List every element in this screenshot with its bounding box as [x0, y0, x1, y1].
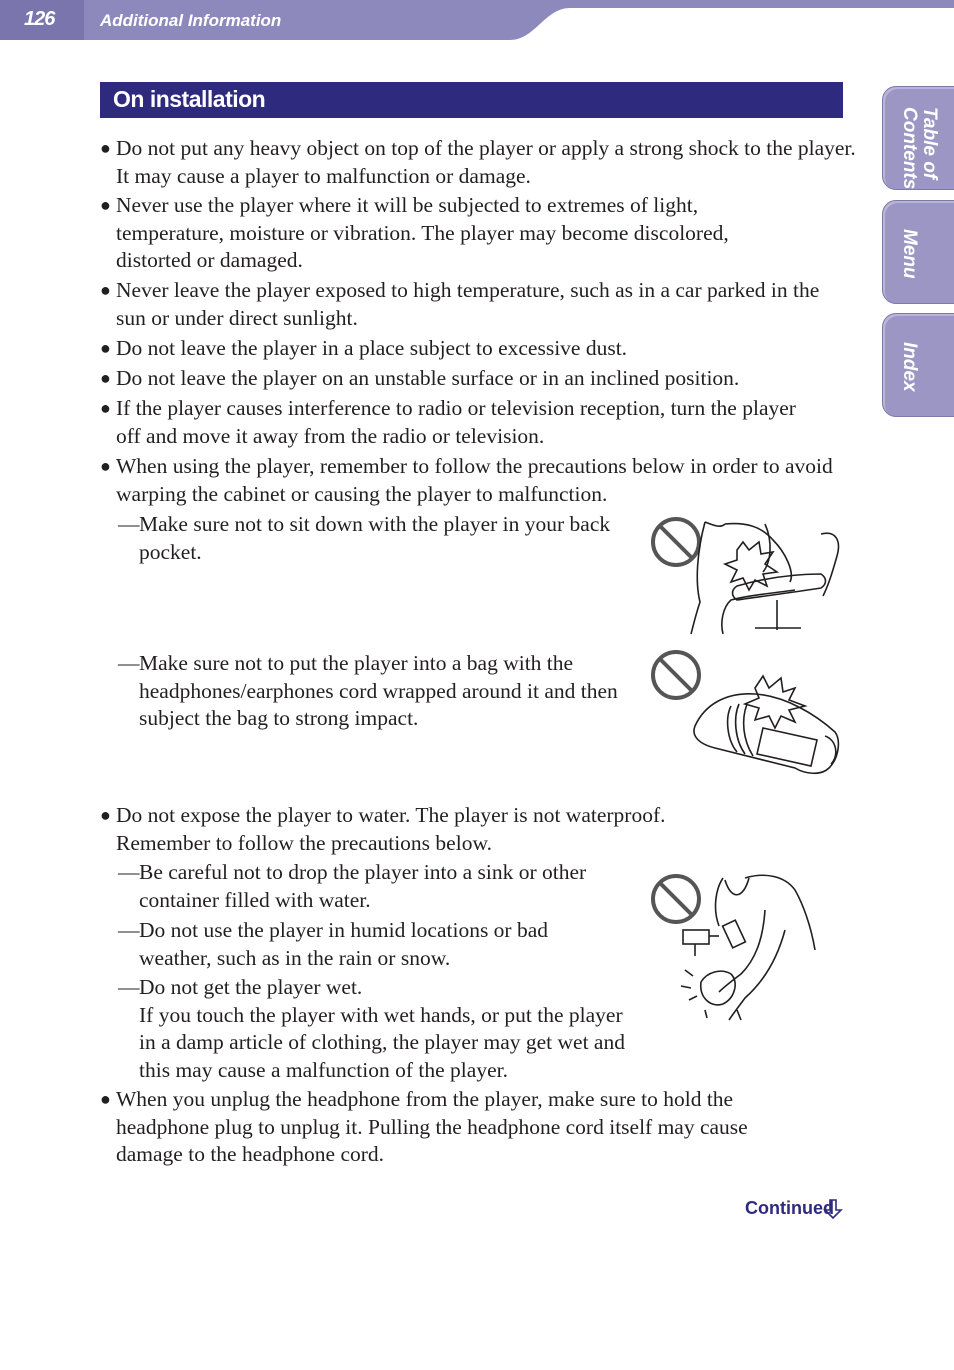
back-pocket-illustration: [645, 512, 845, 638]
bullet-icon: ●: [100, 398, 111, 418]
dash-icon: —: [118, 860, 140, 884]
continued-label[interactable]: Continued: [745, 1198, 834, 1218]
list-item: [100, 802, 736, 857]
bullet-icon: ●: [100, 338, 111, 358]
list-item-text: Do not leave the player in a place subject to excessive dust.: [116, 336, 628, 360]
bullet-icon: ●: [100, 138, 111, 158]
sub-list-item: [118, 859, 618, 914]
list-item: [100, 1086, 816, 1169]
list-item-text: When using the player, remember to follow the precautions below in order to avoid warping the cabinet or causing the player to malfunction.: [116, 454, 833, 506]
list-item-text: Do not leave the player on an unstable surface or in an inclined position.: [116, 366, 740, 390]
list-item-text: Never leave the player exposed to high temperature, such as in a car parked in the sun or under direct sunlight.: [116, 278, 820, 330]
prohibited-icon: [653, 876, 699, 922]
list-item-text: Never use the player where it will be subjected to extremes of light, temperature, moisture or vibration. The player may become discolored, distorted or damaged.: [116, 193, 729, 273]
sub-list-item: [118, 650, 618, 733]
prohibited-icon: [653, 652, 699, 698]
tab-index[interactable]: [882, 313, 954, 417]
tab-menu[interactable]: [882, 200, 954, 304]
dash-icon: —: [118, 975, 140, 999]
prohibited-icon: [653, 519, 699, 565]
bullet-icon: ●: [100, 368, 111, 388]
sub-list-item-text: Be careful not to drop the player into a sink or other container filled with water.: [139, 860, 587, 912]
tab-index-label: Index: [899, 342, 920, 392]
list-item: [100, 453, 846, 508]
sub-list-item: [118, 511, 638, 566]
section-heading-bar: [100, 82, 843, 118]
wet-hands-illustration: [645, 870, 825, 1030]
bag-impact-illustration: [645, 648, 845, 786]
bullet-icon: ●: [100, 280, 111, 300]
sub-list-item: [118, 917, 588, 972]
sub-list-item-text: Make sure not to sit down with the player in your back pocket.: [139, 512, 611, 564]
list-item-text: Do not expose the player to water. The player is not waterproof. Remember to follow the precautions below.: [116, 803, 666, 855]
arrow-down-icon[interactable]: [823, 1198, 843, 1220]
bullet-icon: ●: [100, 456, 111, 476]
list-item-text: Do not put any heavy object on top of the player or apply a strong shock to the player. It may cause a player to malfunction or damage.: [116, 136, 856, 188]
dash-icon: —: [118, 512, 140, 536]
list-item: [100, 192, 806, 275]
page-number: 126: [24, 8, 55, 30]
dash-icon: —: [118, 651, 140, 675]
section-title: Additional Information: [100, 11, 282, 30]
list-item: [100, 365, 856, 393]
tab-menu-label: Menu: [899, 229, 920, 279]
list-item-text: If the player causes interference to radio or television reception, turn the player off and move it away from the radio or television.: [116, 396, 796, 448]
water-note: If you touch the player with wet hands, or put the player in a damp article of clothing, the player may get wet and this may cause a malfunction of the player.: [139, 1002, 625, 1082]
list-item: [100, 395, 806, 450]
sub-list-item: [118, 974, 638, 1084]
list-item: [100, 335, 856, 363]
list-item: [100, 135, 856, 190]
page-heading: On installation: [113, 86, 266, 112]
tab-table-of-contents[interactable]: [882, 86, 954, 190]
tab-table-of-contents-label: Table of Contents: [899, 107, 940, 190]
sub-list-item-text: Do not get the player wet.: [139, 975, 363, 999]
list-item-text: When you unplug the headphone from the player, make sure to hold the headphone plug to unplug it. Pulling the headphone cord itself may cause damage to the headphone cord.: [116, 1087, 748, 1167]
bullet-icon: ●: [100, 805, 111, 825]
list-item: [100, 277, 836, 332]
bullet-icon: ●: [100, 1089, 111, 1109]
sub-list-item-text: Make sure not to put the player into a bag with the headphones/earphones cord wrapped around it and then subject the bag to strong impact.: [139, 651, 618, 731]
sub-list-item-text: Do not use the player in humid locations or bad weather, such as in the rain or snow.: [139, 918, 549, 970]
dash-icon: —: [118, 918, 140, 942]
bullet-icon: ●: [100, 195, 111, 215]
